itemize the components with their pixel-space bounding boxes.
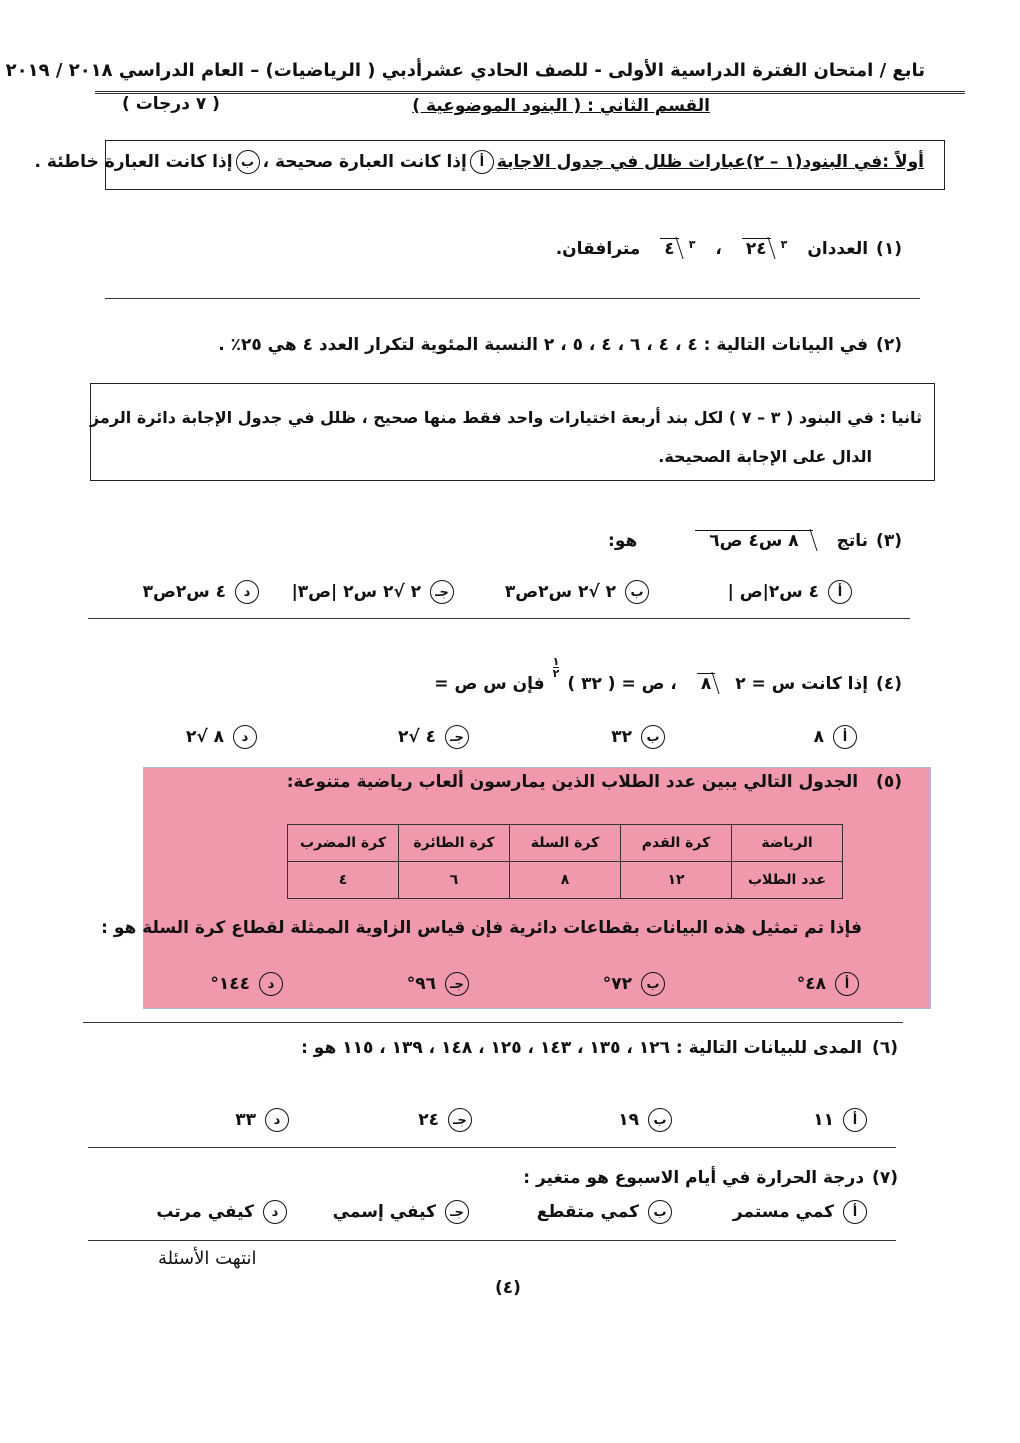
q4-exponent-numerator: ١ (552, 655, 560, 668)
option-a-circle-icon[interactable]: أ (835, 972, 859, 996)
question-5 (287, 772, 902, 792)
table-cell: ٤ (288, 862, 399, 899)
q5-option-a[interactable] (797, 972, 862, 996)
q6-text: المدى للبيانات التالية : ١٢٦ ، ١٣٥ ، ١٤٣ ، ١٢٥ ، ١٤٨ ، ١٣٩ ، ١١٥ هو : (301, 1038, 863, 1058)
q7-text: درجة الحرارة في أيام الاسبوع هو متغير : (523, 1168, 865, 1188)
option-c-circle-icon[interactable]: جـ (445, 972, 469, 996)
q1-root2-index: ٣ (688, 238, 696, 251)
option-text: ٤٨° (796, 974, 826, 994)
choice-a-symbol-icon: أ (470, 150, 494, 174)
option-c-circle-icon[interactable]: جـ (445, 1200, 469, 1224)
choice-b-symbol-icon: ب (236, 150, 260, 174)
option-text: ٢ √٢ س٢ص٣ (504, 582, 616, 602)
part1-instruction (35, 150, 924, 174)
section-title: القسم الثاني : ( البنود الموضوعية ) (412, 96, 710, 116)
q6-option-d[interactable] (235, 1108, 292, 1132)
table-cell: ٨ (510, 862, 621, 899)
option-d-circle-icon[interactable]: د (233, 725, 257, 749)
q1-text: العددان (807, 238, 869, 259)
q6-number: (٦) (872, 1038, 898, 1058)
question-7 (523, 1168, 898, 1188)
q6-option-c[interactable] (418, 1108, 475, 1132)
option-c-circle-icon[interactable]: جـ (445, 725, 469, 749)
q1-root1: ٢٤ (742, 238, 771, 259)
option-text: ٢٤ (418, 1110, 439, 1130)
q1-root2: ٤ (660, 238, 678, 259)
divider (83, 1022, 903, 1023)
option-a-circle-icon[interactable]: أ (833, 725, 857, 749)
section-marks: ( ٧ درجات ) (122, 94, 220, 114)
option-b-circle-icon[interactable]: ب (625, 580, 649, 604)
option-c-circle-icon[interactable]: جـ (430, 580, 454, 604)
q5-number: (٥) (876, 772, 902, 792)
question-4 (434, 655, 902, 695)
q3-option-a[interactable] (728, 580, 855, 604)
q3-option-d[interactable] (143, 580, 262, 604)
option-text: كيفي إسمي (332, 1202, 436, 1222)
table-row (288, 862, 843, 899)
table-cell: كرة الطائرة (399, 825, 510, 862)
question-1 (556, 238, 902, 259)
option-text: ٧٢° (602, 974, 632, 994)
q3-option-b[interactable] (505, 580, 652, 604)
q5-option-d[interactable] (210, 972, 286, 996)
option-text: ٤ √٢ (397, 727, 436, 747)
table-cell: عدد الطلاب (732, 862, 843, 899)
table-cell: الرياضة (732, 825, 843, 862)
part2-instruction-line1: ثانيا : في البنود ( ٣ – ٧ ) لكل بند أربعة اختيارات واحد فقط منها صحيح ، ظلل في جدول الإجابة دائرة الرمز (89, 408, 922, 427)
q1-root1-index: ٣ (780, 238, 788, 251)
question-6 (301, 1038, 898, 1058)
q1-tail: مترافقان. (555, 238, 641, 259)
table-cell: كرة المضرب (288, 825, 399, 862)
option-b-circle-icon[interactable]: ب (641, 725, 665, 749)
q4-option-c[interactable] (398, 725, 472, 749)
question-2 (218, 335, 902, 355)
q4-text: إذا كانت س = ٢ (735, 673, 869, 694)
option-c-circle-icon[interactable]: جـ (448, 1108, 472, 1132)
option-text: كيفي مرتب (156, 1202, 254, 1222)
q2-text: في البيانات التالية : ٤ ، ٤ ، ٦ ، ٤ ، ٥ ، ٢ النسبة المئوية لتكرار العدد ٤ هي ٢٥٪ . (218, 335, 869, 355)
q7-option-a[interactable] (733, 1200, 870, 1224)
q5-option-b[interactable] (603, 972, 668, 996)
option-b-circle-icon[interactable]: ب (641, 972, 665, 996)
option-text: كمي متقطع (536, 1202, 639, 1222)
divider (105, 298, 920, 299)
q6-option-a[interactable] (813, 1108, 870, 1132)
q5-question: فإذا تم تمثيل هذه البيانات بقطاعات دائرية فإن قياس الزاوية الممثلة لقطاع كرة السلة هو : (101, 918, 862, 938)
q7-number: (٧) (872, 1168, 898, 1188)
q3-text: ناتج (836, 530, 869, 551)
q1-number: (١) (876, 238, 902, 259)
option-text: ٩٦° (406, 974, 436, 994)
option-text: ١٤٤° (210, 974, 250, 994)
divider (88, 618, 910, 619)
q7-option-d[interactable] (156, 1200, 290, 1224)
q4-exponent-denominator: ٢ (552, 667, 560, 680)
option-text: ٣٢ (611, 727, 632, 747)
option-d-circle-icon[interactable]: د (235, 580, 259, 604)
q3-number: (٣) (876, 530, 902, 551)
q5-text: الجدول التالي يبين عدد الطلاب الذين يمارسون ألعاب رياضية متنوعة: (286, 772, 859, 792)
q3-option-c[interactable] (292, 580, 457, 604)
part2-instruction-box (90, 383, 935, 481)
option-b-circle-icon[interactable]: ب (648, 1200, 672, 1224)
q5-option-c[interactable] (407, 972, 472, 996)
instruction-part-c: إذا كانت العبارة خاطئة . (34, 152, 233, 172)
option-text: ٤ س٢|ص | (727, 582, 819, 602)
q7-option-c[interactable] (333, 1200, 472, 1224)
q3-tail: هو: (608, 530, 638, 551)
q4-radical: ٨ (697, 673, 715, 694)
header-rule (95, 91, 965, 94)
q3-radical: ٨ س٤ ص٦ (695, 530, 812, 551)
option-text: كمي مستمر (732, 1202, 834, 1222)
q6-option-b[interactable] (618, 1108, 675, 1132)
instruction-part-a: أولاً :في البنود(١ – ٢)عبارات ظلل في جدول الاجابة (496, 152, 924, 172)
table-cell: ٦ (399, 862, 510, 899)
exam-title: تابع / امتحان الفترة الدراسية الأولى - للصف الحادي عشرأدبي ( الرياضيات) – العام الدراسي ٢٠١٨ / ٢٠١٩ (5, 60, 925, 81)
question-3 (608, 530, 902, 551)
table-cell: كرة السلة (510, 825, 621, 862)
option-d-circle-icon[interactable]: د (263, 1200, 287, 1224)
table-row-header (288, 825, 843, 862)
q4-option-a[interactable] (814, 725, 860, 749)
option-text: ٣٣ (235, 1110, 256, 1130)
divider (88, 1240, 896, 1241)
sports-table (287, 824, 843, 899)
q4-option-b[interactable] (611, 725, 668, 749)
option-d-circle-icon[interactable]: د (259, 972, 283, 996)
divider (88, 1147, 896, 1148)
option-text: ١٩ (618, 1110, 639, 1130)
instruction-part-b: إذا كانت العبارة صحيحة ، (262, 152, 467, 172)
end-of-questions: انتهت الأسئلة (158, 1248, 257, 1269)
q4-exponent (553, 656, 560, 679)
option-text: ١١ (813, 1110, 834, 1130)
option-text: ٨ √٢ (185, 727, 224, 747)
option-a-circle-icon[interactable]: أ (843, 1108, 867, 1132)
q4-tail: فإن س ص = (434, 673, 545, 694)
option-a-circle-icon[interactable]: أ (828, 580, 852, 604)
part2-instruction-line2: الدال على الإجابة الصحيحة. (658, 447, 872, 466)
option-a-circle-icon[interactable]: أ (843, 1200, 867, 1224)
option-b-circle-icon[interactable]: ب (648, 1108, 672, 1132)
q2-number: (٢) (876, 335, 902, 355)
page-number: (٤) (495, 1278, 521, 1298)
q7-option-b[interactable] (537, 1200, 675, 1224)
q1-separator: ، (715, 238, 722, 259)
q4-mid: ، ص = ( ٣٢ ) (567, 673, 677, 694)
option-text: ٤ س٢ص٣ (142, 582, 226, 602)
option-text: ٢ √٢ س٢ |ص٣| (291, 582, 421, 602)
option-d-circle-icon[interactable]: د (265, 1108, 289, 1132)
option-text: ٨ (813, 727, 824, 747)
table-cell: كرة القدم (621, 825, 732, 862)
q4-option-d[interactable] (186, 725, 260, 749)
table-cell: ١٢ (621, 862, 732, 899)
q4-number: (٤) (876, 673, 902, 694)
